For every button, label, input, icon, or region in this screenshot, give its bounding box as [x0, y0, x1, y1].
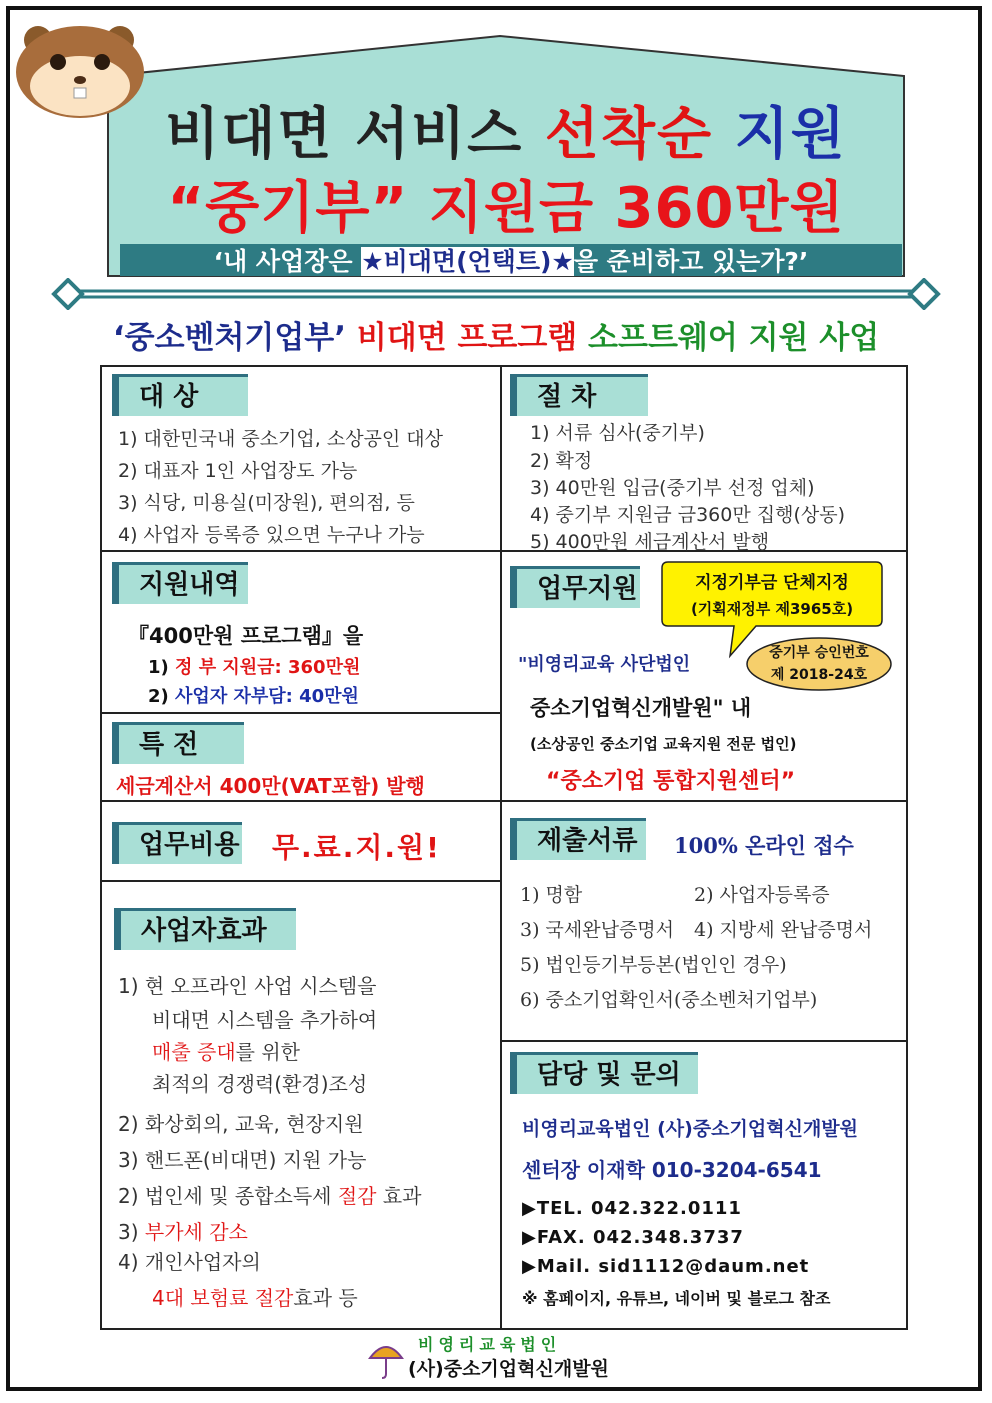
bubble-line2: (기획재정부 제3965호)	[690, 600, 854, 618]
oval-line2: 제 2018-24호	[770, 667, 868, 683]
cost-heading: 업무비용	[112, 822, 242, 864]
oval-line1: 중기부 승인번호	[769, 645, 869, 661]
org-line2: 중소기업혁신개발원" 내	[530, 696, 752, 720]
contact-fax: ▶FAX. 042.348.3737	[522, 1227, 744, 1248]
procedure-heading: 절 차	[510, 374, 648, 416]
cost-value: 무.료.지.원!	[272, 831, 441, 864]
support-program: 『400만원 프로그램』을	[128, 624, 364, 648]
grid-top	[100, 365, 908, 367]
contact-manager: 센터장 이재학 010-3204-6541	[522, 1158, 822, 1182]
effects-line: 4) 개인사업자의	[118, 1250, 261, 1274]
footer-line2: (사)중소기업혁신개발원	[408, 1358, 609, 1380]
ornament-divider	[40, 278, 952, 310]
effects-line: 2) 화상회의, 교육, 현장지원	[118, 1112, 364, 1136]
contact-heading: 담당 및 문의	[510, 1052, 698, 1094]
effects-line: 2) 법인세 및 종합소득세 절감 효과	[118, 1184, 422, 1208]
grid-bottom	[100, 1328, 908, 1330]
org-line1: "비영리교육 사단법인	[518, 654, 691, 675]
title-blue: 지원	[734, 102, 847, 167]
contact-org: 비영리교육법인 (사)중소기업혁신개발원	[522, 1118, 859, 1140]
title-black: 비대면 서비스	[165, 102, 524, 167]
list-item: 2) 사업자등록증	[694, 884, 830, 906]
grid-row-left-a	[100, 712, 500, 714]
question-highlight: ★비대면(언택트)★	[361, 247, 574, 276]
list-item: 3) 식당, 미용실(미장원), 편의점, 등	[118, 492, 415, 514]
list-item: 2) 확정	[530, 450, 593, 472]
special-text: 세금계산서 400만(VAT포함) 발행	[116, 774, 425, 798]
umbrella-logo-icon	[366, 1336, 406, 1380]
effects-heading: 사업자효과	[114, 908, 296, 950]
business-support-heading: 업무지원	[510, 566, 640, 608]
list-item: 1) 명함	[520, 884, 583, 906]
diamond-ornament-icon	[910, 280, 938, 308]
grid-row-right-b	[500, 1040, 908, 1042]
contact-note: ※ 홈페이지, 유튜브, 네이버 및 블로그 참조	[522, 1289, 831, 1308]
program-title: ‘중소벤처기업부’ 비대면 프로그램 소프트웨어 지원 사업	[112, 320, 880, 356]
center-name: “중소기업 통합지원센터”	[546, 769, 796, 794]
special-heading: 특 전	[112, 722, 244, 764]
effects-line: 비대면 시스템을 추가하여	[152, 1008, 378, 1032]
documents-note: 100% 온라인 접수	[674, 833, 854, 858]
effects-line: 매출 증대를 위한	[152, 1040, 300, 1064]
bubble-line1: 지정기부금 단체지정	[695, 573, 849, 593]
list-item: 1) 대한민국내 중소기업, 소상공인 대상	[118, 428, 444, 450]
list-item: 4) 중기부 지원금 금360만 집행(상동)	[530, 504, 845, 526]
org-line3: (소상공인 중소기업 교육지원 전문 법인)	[530, 735, 797, 753]
header-title-line1	[108, 90, 904, 170]
list-item: 3) 국세완납증명서	[520, 919, 675, 941]
grid-row2	[100, 800, 908, 802]
effects-line: 3) 핸드폰(비대면) 지원 가능	[118, 1148, 367, 1172]
grid-left	[100, 365, 102, 1330]
list-item: 2) 대표자 1인 사업장도 가능	[118, 460, 358, 482]
list-item: 6) 중소기업확인서(중소벤처기업부)	[520, 989, 818, 1011]
list-item: 5) 400만원 세금계산서 발행	[530, 531, 770, 553]
list-item: 4) 지방세 완납증명서	[694, 919, 873, 941]
list-item: 4) 사업자 등록증 있으면 누구나 가능	[118, 524, 425, 546]
support-line1: 1) 정 부 지원금: 360만원	[148, 657, 361, 678]
effects-line: 최적의 경쟁력(환경)조성	[152, 1072, 368, 1096]
grid-row-left-b	[100, 880, 500, 882]
footer-line1: 비영리교육법인	[418, 1335, 562, 1354]
list-item: 3) 40만원 입금(중기부 선정 업체)	[530, 477, 815, 499]
diamond-ornament-icon	[54, 280, 82, 308]
list-item: 5) 법인등기부등본(법인인 경우)	[520, 954, 787, 976]
contact-tel: ▶TEL. 042.322.0111	[522, 1198, 742, 1219]
documents-heading: 제출서류	[510, 818, 646, 860]
effects-line: 4대 보험료 절감효과 등	[152, 1286, 358, 1310]
title-red: 선착순	[544, 102, 714, 167]
grid-row1	[100, 550, 908, 552]
support-line2: 2) 사업자 자부담: 40만원	[148, 686, 359, 707]
target-heading: 대 상	[112, 374, 248, 416]
header-title-line2: “중기부” 지원금 360만원	[167, 176, 845, 241]
grid-right	[906, 365, 908, 1330]
effects-line: 1) 현 오프라인 사업 시스템을	[118, 974, 377, 998]
question-text: ‘내 사업장은 ★비대면(언택트)★을 준비하고 있는가?’	[213, 247, 809, 276]
list-item: 1) 서류 심사(중기부)	[530, 422, 705, 444]
support-heading: 지원내역	[112, 562, 248, 604]
grid-middle	[500, 365, 502, 1330]
contact-mail: ▶Mail. sid1112@daum.net	[522, 1256, 810, 1277]
effects-line: 3) 부가세 감소	[118, 1220, 248, 1244]
